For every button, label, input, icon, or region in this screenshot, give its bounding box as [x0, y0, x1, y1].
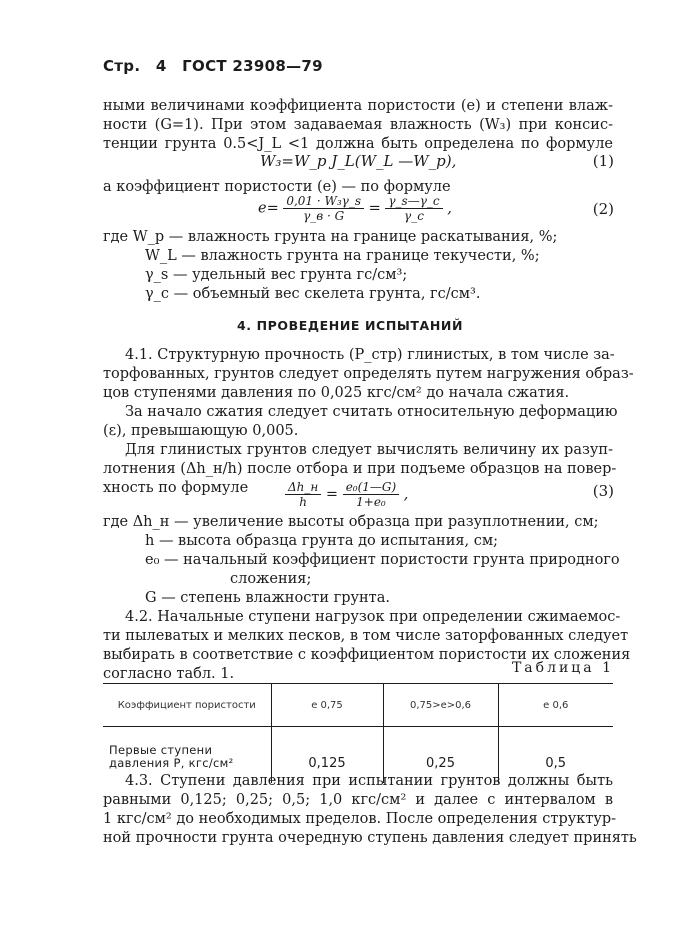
page-number: 4 [155, 57, 167, 75]
fraction [285, 480, 321, 509]
table-row-label: Первые ступени давления P, кгс/см² [109, 743, 234, 770]
text-line: цов ступенями давления по 0,025 кгс/см² до начала сжатия. [103, 385, 570, 401]
definition-line: где W_p — влажность грунта на границе раскатывания, %; [103, 229, 558, 245]
table-header-cell: e 0,75 [271, 684, 383, 727]
fraction-numerator: e₀(1—G) [343, 480, 400, 495]
table-header-cell: 0,75>e>0,6 [383, 684, 498, 727]
text-line: а коэффициент пористости (e) — по формуле [103, 179, 451, 195]
definition-line: G — степень влажности грунта. [145, 590, 390, 606]
standard-code: ГОСТ 23908—79 [182, 57, 323, 75]
definition-line: e₀ — начальный коэффициент пористости грунта природного [145, 552, 620, 568]
definition-line: γ_c — объемный вес скелета грунта, гс/см³. [145, 286, 481, 302]
fraction-denominator: 1+e₀ [356, 495, 386, 509]
formula-2 [258, 194, 452, 223]
text-line: Для глинистых грунтов следует вычислять величину их разуп- [125, 442, 613, 458]
formula-2-lhs: e= [258, 200, 279, 217]
page-header [103, 57, 333, 75]
definition-line: где Δh_н — увеличение высоты образца при разуплотнении, см; [103, 514, 599, 530]
fraction [283, 194, 364, 223]
definition-line: γ_s — удельный вес грунта гс/см³; [145, 267, 408, 283]
fraction-numerator: γ_s—γ_c [385, 194, 442, 209]
table-header-row [103, 684, 613, 727]
fraction-numerator: Δh_н [285, 480, 321, 495]
text-line: 1 кгс/см² до необходимых пределов. После определения структур- [103, 811, 617, 827]
formula-2-number: (2) [592, 200, 614, 218]
equals-sign: = [325, 486, 339, 503]
section-title: 4. ПРОВЕДЕНИЕ ИСПЫТАНИЙ [236, 318, 464, 333]
definition-line: h — высота образца грунта до испытания, см; [145, 533, 499, 549]
text-line: согласно табл. 1. [103, 666, 235, 682]
text-line: лотнения (Δh_н/h) после отбора и при подъеме образцов на повер- [103, 461, 617, 477]
table-1 [103, 683, 613, 783]
table-header-cell: e 0,6 [498, 684, 613, 727]
text-line: тенции грунта 0.5<J_L <1 должна быть определена по формуле [103, 136, 613, 152]
text-line: равными 0,125; 0,25; 0,5; 1,0 кгс/см² и далее с интервалом в [103, 792, 613, 808]
fraction-denominator: h [299, 495, 308, 509]
text-line: ной прочности грунта очередную ступень давления следует принять [103, 830, 637, 846]
definition-line: W_L — влажность грунта на границе текучести, %; [145, 248, 540, 264]
text-line: (ε), превышающую 0,005. [103, 423, 299, 439]
formula-1-number: (1) [592, 152, 614, 170]
table-header-cell: Коэффициент пористости [103, 684, 271, 727]
text-line: 4.2. Начальные ступени нагрузок при определении сжимаемос- [125, 609, 621, 625]
fraction [343, 480, 400, 509]
text-line: 4.3. Ступени давления при испытании грунтов должны быть [125, 773, 613, 789]
text-line: хность по формуле [103, 480, 249, 496]
formula-1: W₃=W_p J_L(W_L —W_p), [260, 152, 457, 170]
table-cell: 0,125 [271, 727, 383, 784]
table-caption: Таблица 1 [511, 660, 614, 676]
formula-3-number: (3) [592, 482, 614, 500]
formula-tail: , [447, 200, 452, 217]
text-line: За начало сжатия следует считать относительную деформацию [125, 404, 618, 420]
text-line: выбирать в соответствие с коэффициентом пористости их сложения [103, 647, 631, 663]
formula-tail: , [403, 486, 409, 503]
text-line: ными величинами коэффициента пористости (e) и степени влаж- [103, 98, 613, 114]
text-line: ности (G=1). При этом задаваемая влажность (W₃) при консис- [103, 117, 613, 133]
page-label: Стр. [103, 57, 141, 75]
text-line: 4.1. Структурную прочность (P_стр) глинистых, в том числе за- [125, 347, 615, 363]
table-cell: 0,5 [498, 727, 613, 784]
fraction [385, 194, 442, 223]
fraction-denominator: γ_c [404, 209, 424, 223]
table-cell: 0,25 [383, 727, 498, 784]
fraction-denominator: γ_в · G [303, 209, 345, 223]
text-line: ти пылеватых и мелких песков, в том числе заторфованных следует [103, 628, 629, 644]
formula-3 [285, 480, 408, 509]
fraction-numerator: 0,01 · W₃γ_s [283, 194, 364, 209]
definition-line: сложения; [230, 571, 312, 587]
text-line: торфованных, грунтов следует определять путем нагружения образ- [103, 366, 634, 382]
equals-sign: = [368, 200, 381, 217]
